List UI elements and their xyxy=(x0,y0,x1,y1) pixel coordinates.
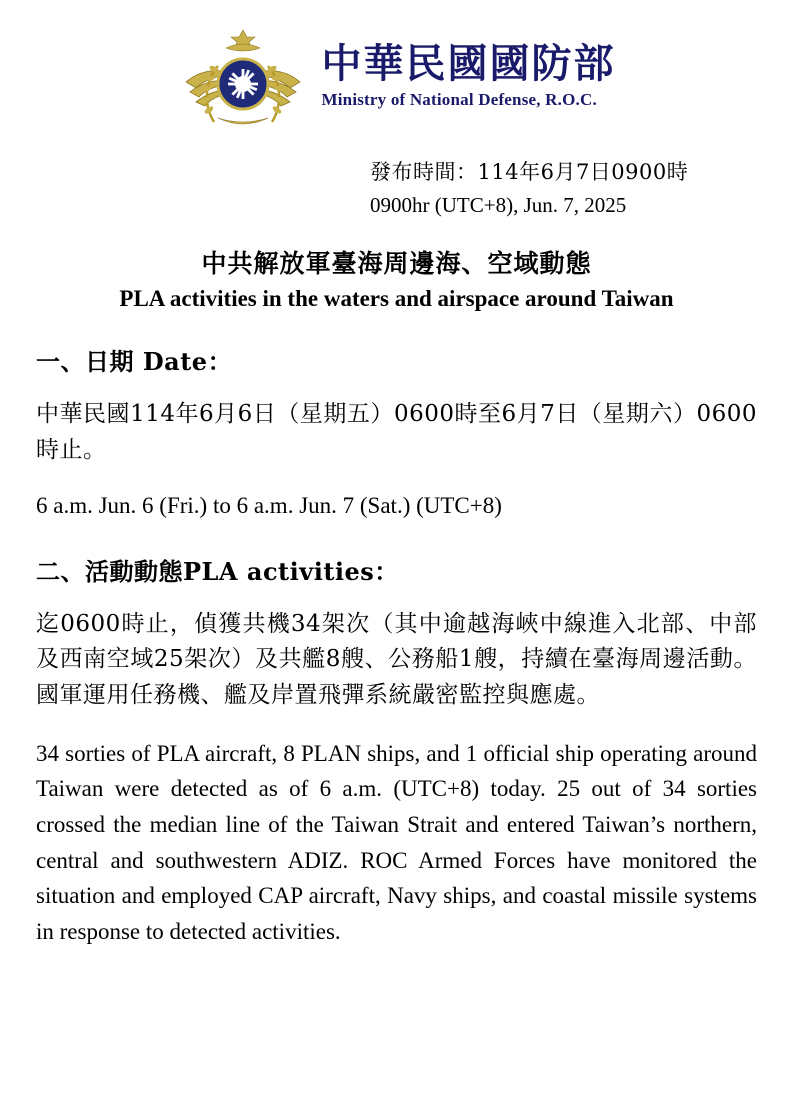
ministry-name-cn: 中華民國國防部 xyxy=(321,39,616,87)
document-title-cn: 中共解放軍臺海周邊海、空域動態 xyxy=(201,249,592,279)
ministry-name-en: Ministry of National Defense, R.O.C. xyxy=(321,90,597,110)
section-date xyxy=(36,342,757,524)
section-date-heading: 一、日期 Date： xyxy=(36,346,233,376)
section-activities-heading: 二、活動動態PLA activities： xyxy=(36,556,399,586)
document-title-en: PLA activities in the waters and airspace around Taiwan xyxy=(119,285,674,311)
section-activities-paragraph-cn: 迄0600時止，偵獲共機34架次（其中逾越海峽中線進入北部、中部及西南空域25架次）及共艦8艘、公務船1艘，持續在臺海周邊活動。國軍運用任務機、艦及岸置飛彈系統嚴密監控與應處。 xyxy=(36,610,757,709)
roc-national-defense-emblem-icon xyxy=(178,26,308,130)
document-title-block xyxy=(36,247,757,314)
release-time-cn: 發布時間：114年6月7日0900時 xyxy=(370,160,689,184)
section-date-paragraph-cn: 中華民國114年6月6日（星期五）0600時至6月7日（星期六）0600時止。 xyxy=(36,400,757,463)
document-header xyxy=(36,0,757,134)
section-date-paragraph-en: 6 a.m. Jun. 6 (Fri.) to 6 a.m. Jun. 7 (Sat.) (UTC+8) xyxy=(36,493,502,519)
ministry-title-block xyxy=(321,39,616,115)
section-activities-paragraph-en: 34 sorties of PLA aircraft, 8 PLAN ships, and 1 official ship operating around Taiwan were detected as of 6 a.m. (UTC+8) today. 25 out of 34 sorties crossed the median line of the Taiwan Strait and entered Taiwan’s northern, central and southwestern ADIZ. ROC Armed Forces have monitored the situation and employed CAP aircraft, Navy ships, and coastal missile systems in response to detected activities. xyxy=(36,740,757,944)
release-time-block xyxy=(36,156,757,221)
release-time-en: 0900hr (UTC+8), Jun. 7, 2025 xyxy=(370,192,627,217)
section-pla-activities xyxy=(36,552,757,950)
